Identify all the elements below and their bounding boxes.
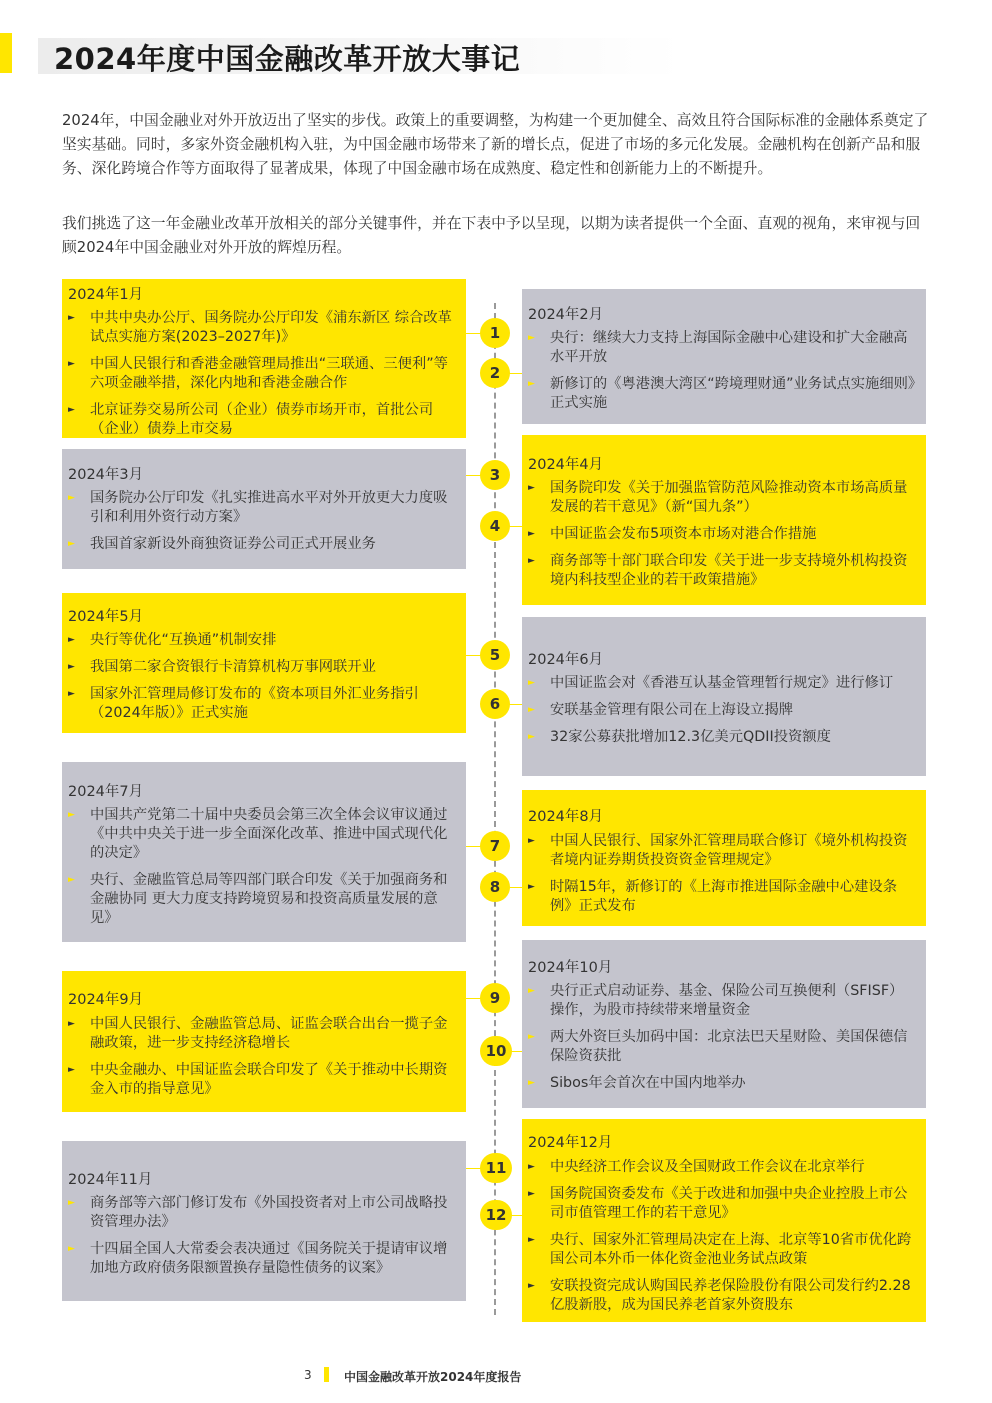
intro-paragraph-2: 我们挑选了这一年金融业改革开放相关的部分关键事件，并在下表中予以呈现，以期为读者提供一个全面、直观的视角，来审视与回顾2024年中国金融业对外开放的辉煌历程。: [62, 215, 921, 256]
footer-report-title: 中国金融改革开放2024年度报告: [344, 1370, 522, 1384]
bullet-arrow-icon: ►: [528, 986, 535, 996]
event-item: ► 时隔15年，新修订的《上海市推进国际金融中心建设条例》正式发布: [528, 879, 898, 914]
event-list: [528, 674, 916, 755]
event-card-may: [62, 593, 466, 733]
event-item: ► 中国人民银行、国家外汇管理局联合修订《境外机构投资者境内证券期货投资资金管理规定》: [528, 833, 908, 868]
event-item: ► 中国共产党第二十届中央委员会第三次全体会议审议通过《中共中央关于进一步全面深化改革、推进中国式现代化的决定》: [68, 807, 448, 861]
timeline-badge: 5: [480, 640, 510, 670]
month-label: 2024年6月: [528, 652, 604, 668]
event-list: [528, 832, 916, 924]
event-item: ► 十四届全国人大常委会表决通过《国务院关于提请审议增加地方政府债务限额置换存量隐性债务的议案》: [68, 1241, 448, 1276]
connector-line: [509, 704, 522, 705]
event-item: ► 我国首家新设外商独资证券公司正式开展业务: [68, 536, 376, 552]
month-label: 2024年8月: [528, 809, 604, 825]
connector-line: [509, 526, 522, 527]
bullet-arrow-icon: ►: [68, 810, 75, 820]
event-item: ► 中共中央办公厅、国务院办公厅印发《浦东新区 综合改革试点实施方案(2023–2027年)》: [68, 310, 452, 345]
bullet-arrow-icon: ►: [68, 493, 75, 503]
month-label: 2024年7月: [68, 784, 144, 800]
bullet-arrow-icon: ►: [528, 556, 535, 566]
intro-paragraph-1: 2024年，中国金融业对外开放迈出了坚实的步伐。政策上的重要调整，为构建一个更加健全、高效且符合国际标准的金融体系奠定了坚实基础。同时，多家外资金融机构入驻，为中国金融市场带来了新的增长点，促进了市场的多元化发展。金融机构在创新产品和服务、深化跨境合作等方面取得了显著成果，体现了中国金融市场在成熟度、稳定性和创新能力上的不断提升。: [62, 112, 929, 177]
event-list: [68, 309, 456, 447]
timeline-badge: 9: [480, 983, 510, 1013]
event-item: ► 新修订的《粤港澳大湾区“跨境理财通”业务试点实施细则》正式实施: [528, 376, 916, 411]
bullet-arrow-icon: ►: [528, 882, 535, 892]
event-card-april: [522, 435, 926, 605]
event-item: ► 中国人民银行和香港金融管理局推出“三联通、三便利”等六项金融举措，深化内地和香港金融合作: [68, 356, 448, 391]
event-item: ► 中国证监会对《香港互认基金管理暂行规定》进行修订: [528, 675, 894, 691]
event-item: ► 国务院国资委发布《关于改进和加强中央企业控股上市公司市值管理工作的若干意见》: [528, 1186, 908, 1221]
month-label: 2024年4月: [528, 457, 604, 473]
event-item: ► 国务院办公厅印发《扎实推进高水平对外开放更大力度吸引和利用外资行动方案》: [68, 490, 448, 525]
event-item: ► 中央金融办、中国证监会联合印发了《关于推动中长期资金入市的指导意见》: [68, 1062, 448, 1097]
month-label: 2024年9月: [68, 992, 144, 1008]
connector-line: [509, 373, 522, 374]
connector-line: [511, 1051, 522, 1052]
bullet-arrow-icon: ►: [528, 705, 535, 715]
event-item: ► 中国人民银行、金融监管总局、证监会联合出台一揽子金融政策，进一步支持经济稳增长: [68, 1016, 448, 1051]
timeline-badge: 4: [480, 511, 510, 541]
event-card-september: [62, 971, 466, 1112]
bullet-arrow-icon: ►: [68, 1244, 75, 1254]
event-card-june: [522, 617, 926, 776]
bullet-arrow-icon: ►: [68, 405, 75, 415]
timeline-badge: 8: [480, 872, 510, 902]
bullet-arrow-icon: ►: [68, 1065, 75, 1075]
event-list: [528, 479, 916, 598]
event-list: [68, 1194, 456, 1286]
bullet-arrow-icon: ►: [68, 1019, 75, 1029]
month-label: 2024年12月: [528, 1135, 613, 1151]
event-list: [68, 631, 456, 731]
event-item: ► 中国证监会发布5项资本市场对港合作措施: [528, 526, 817, 542]
bullet-arrow-icon: ►: [528, 732, 535, 742]
bullet-arrow-icon: ►: [68, 875, 75, 885]
connector-line: [509, 887, 522, 888]
event-item: ► 我国第二家合资银行卡清算机构万事网联开业: [68, 659, 376, 675]
month-label: 2024年3月: [68, 467, 144, 483]
event-item: ► 32家公募获批增加12.3亿美元QDII投资额度: [528, 729, 831, 745]
timeline-badge: 6: [480, 689, 510, 719]
event-item: ► 央行等优化“互换通”机制安排: [68, 632, 277, 648]
timeline-badge: 11: [480, 1153, 512, 1183]
event-item: ► 商务部等六部门修订发布《外国投资者对上市公司战略投资管理办法》: [68, 1195, 448, 1230]
bullet-arrow-icon: ►: [528, 836, 535, 846]
bullet-arrow-icon: ►: [528, 529, 535, 539]
timeline-badge: 1: [480, 318, 510, 348]
event-item: ► 安联投资完成认购国民养老保险股份有限公司发行约2.28亿股新股，成为国民养老首家外资股东: [528, 1278, 911, 1313]
bullet-arrow-icon: ►: [68, 313, 75, 323]
title-accent-bar: [0, 33, 12, 73]
page-title: 2024年度中国金融改革开放大事记: [54, 42, 521, 76]
event-item: ► 央行、金融监管总局等四部门联合印发《关于加强商务和金融协同 更大力度支持跨境贸易和投资高质量发展的意见》: [68, 872, 448, 926]
month-label: 2024年5月: [68, 609, 144, 625]
event-card-january: [62, 279, 466, 438]
month-label: 2024年1月: [68, 287, 144, 303]
timeline-badge: 7: [480, 831, 510, 861]
event-list: [68, 806, 456, 936]
timeline-badge: 3: [480, 460, 510, 490]
event-item: ► 商务部等十部门联合印发《关于进一步支持境外机构投资境内科技型企业的若干政策措施》: [528, 553, 908, 588]
bullet-arrow-icon: ►: [528, 1281, 535, 1291]
bullet-arrow-icon: ►: [528, 1032, 535, 1042]
bullet-arrow-icon: ►: [528, 1189, 535, 1199]
event-list: [528, 329, 916, 421]
bullet-arrow-icon: ►: [68, 1198, 75, 1208]
event-list: [68, 1015, 456, 1107]
month-label: 2024年11月: [68, 1172, 153, 1188]
event-item: ► 北京证券交易所公司（企业）债券市场开市，首批公司（企业）债券上市交易: [68, 402, 434, 437]
page-number: 3: [304, 1368, 312, 1382]
event-card-february: [522, 289, 926, 424]
event-item: ► Sibos年会首次在中国内地举办: [528, 1075, 746, 1091]
timeline-badge: 12: [480, 1200, 512, 1230]
month-label: 2024年2月: [528, 307, 604, 323]
bullet-arrow-icon: ►: [68, 359, 75, 369]
event-card-august: [522, 790, 926, 926]
bullet-arrow-icon: ►: [68, 539, 75, 549]
event-list: [528, 1158, 916, 1323]
bullet-arrow-icon: ►: [528, 379, 535, 389]
event-item: ► 两大外资巨头加码中国：北京法巴天星财险、美国保德信保险资获批: [528, 1029, 908, 1064]
bullet-arrow-icon: ►: [68, 635, 75, 645]
event-card-july: [62, 762, 466, 942]
event-item: ► 国务院印发《关于加强监管防范风险推动资本市场高质量发展的若干意见》（新“国九条”）: [528, 480, 908, 515]
event-list: [528, 982, 916, 1101]
event-item: ► 央行：继续大力支持上海国际金融中心建设和扩大金融高水平开放: [528, 330, 908, 365]
connector-line: [511, 1215, 522, 1216]
event-card-october: [522, 940, 926, 1108]
bullet-arrow-icon: ►: [528, 1235, 535, 1245]
event-card-december: [522, 1119, 926, 1322]
timeline-badge: 10: [480, 1036, 512, 1066]
bullet-arrow-icon: ►: [528, 483, 535, 493]
footer-accent-bar: [324, 1367, 329, 1382]
bullet-arrow-icon: ►: [528, 678, 535, 688]
bullet-arrow-icon: ►: [68, 662, 75, 672]
event-card-march: [62, 449, 466, 569]
timeline-badge: 2: [480, 358, 510, 388]
event-item: ► 央行、国家外汇管理局决定在上海、北京等10省市优化跨国公司本外币一体化资金池业务试点政策: [528, 1232, 912, 1267]
event-item: ► 央行正式启动证券、基金、保险公司互换便利（SFISF）操作，为股市持续带来增量资金: [528, 983, 904, 1018]
event-item: ► 中央经济工作会议及全国财政工作会议在北京举行: [528, 1159, 865, 1175]
month-label: 2024年10月: [528, 960, 613, 976]
event-card-november: [62, 1141, 466, 1301]
bullet-arrow-icon: ►: [68, 689, 75, 699]
bullet-arrow-icon: ►: [528, 1078, 535, 1088]
bullet-arrow-icon: ►: [528, 1162, 535, 1172]
event-item: ► 国家外汇管理局修订发布的《资本项目外汇业务指引（2024年版）》正式实施: [68, 686, 419, 721]
event-list: [68, 489, 456, 562]
bullet-arrow-icon: ►: [528, 333, 535, 343]
event-item: ► 安联基金管理有限公司在上海设立揭牌: [528, 702, 794, 718]
